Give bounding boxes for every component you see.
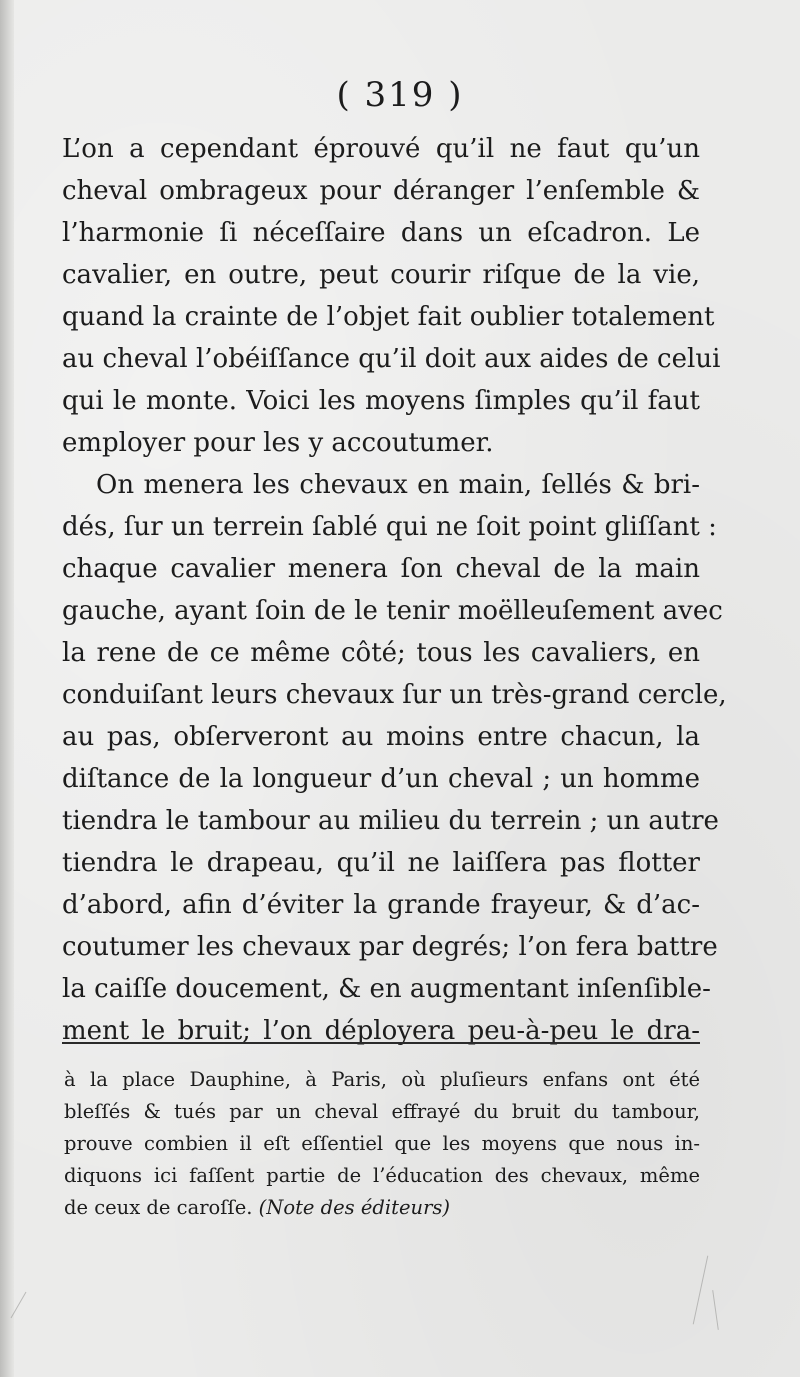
body-text — [62, 128, 727, 1052]
body-line: cheval ombrageux pour déranger l’enſemble & — [62, 176, 700, 206]
body-line: la rene de ce même côté; tous les cavaliers, en — [62, 638, 700, 668]
body-line: d’abord, afin d’éviter la grande frayeur, & d’ac- — [62, 890, 700, 920]
footnote-divider — [62, 1042, 700, 1044]
footnote-line: à la place Dauphine, à Paris, où pluſieurs enfans ont été — [64, 1068, 700, 1091]
footnote-last-line — [64, 1192, 700, 1224]
body-line: employer pour les y accoutumer. — [62, 428, 494, 458]
body-line: dés, ſur un terrein ſablé qui ne ſoit point gliſſant : — [62, 512, 717, 542]
page-number: ( 319 ) — [336, 75, 464, 115]
page-gutter-shadow — [0, 0, 14, 1377]
body-line: coutumer les chevaux par degrés; l’on fera battre — [62, 932, 718, 962]
editors-note: (Note des éditeurs) — [258, 1196, 450, 1219]
body-line: L’on a cependant éprouvé qu’il ne faut qu’un — [62, 134, 700, 164]
footnote — [64, 1064, 700, 1224]
body-line: la caiſſe doucement, & en augmentant inſenſible- — [62, 974, 711, 1004]
paper-blemish — [693, 1256, 709, 1325]
body-line: qui le monte. Voici les moyens ſimples qu’il faut — [62, 386, 700, 416]
body-line: au pas, obſerveront au moins entre chacun, la — [62, 722, 700, 752]
footnote-line: prouve combien il eſt eſſentiel que les moyens que nous in- — [64, 1132, 700, 1155]
body-line: cavalier, en outre, peut courir riſque de la vie, — [62, 260, 700, 290]
body-line: tiendra le drapeau, qu’il ne laiſſera pas flotter — [62, 848, 700, 878]
body-line: au cheval l’obéiſſance qu’il doit aux aides de celui — [62, 344, 721, 374]
footnote-line-text: de ceux de caroſſe. — [64, 1196, 253, 1219]
footnote-line: bleſſés & tués par un cheval effrayé du bruit du tambour, — [64, 1100, 700, 1123]
body-line: ment le bruit; l’on déployera peu-à-peu le dra- — [62, 1016, 700, 1046]
footnote-line: diquons ici faſſent partie de l’éducation des chevaux, même — [64, 1164, 700, 1187]
paragraph-start-line: On menera les chevaux en main, ſellés & bri- — [96, 470, 700, 500]
body-line: quand la crainte de l’objet fait oublier totalement — [62, 302, 715, 332]
body-line: conduiſant leurs chevaux ſur un très-grand cercle, — [62, 680, 727, 710]
body-line: tiendra le tambour au milieu du terrein ; un autre — [62, 806, 719, 836]
body-line: chaque cavalier menera ſon cheval de la main — [62, 554, 700, 584]
body-line: diſtance de la longueur d’un cheval ; un homme — [62, 764, 700, 794]
paper-blemish — [712, 1290, 719, 1330]
body-line: l’harmonie ſi néceſſaire dans un eſcadron. Le — [62, 218, 700, 248]
body-line: gauche, ayant ſoin de le tenir moëlleuſement avec — [62, 596, 723, 626]
